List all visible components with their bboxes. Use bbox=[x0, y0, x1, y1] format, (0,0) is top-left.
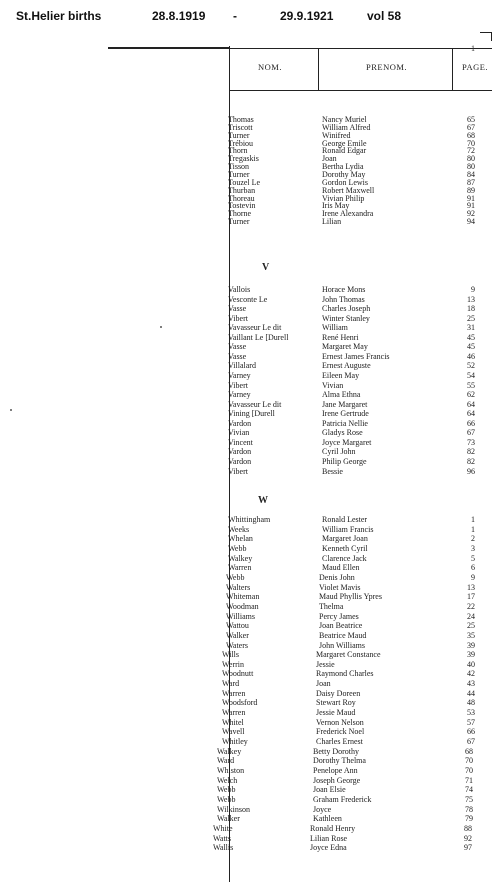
page-number-cell: 5 bbox=[471, 553, 475, 563]
column-header-page: PAGE. bbox=[462, 62, 489, 72]
page-number-cell: 70 bbox=[465, 765, 473, 775]
page-number-cell: 65 bbox=[467, 115, 475, 124]
page-number-cell: 9 bbox=[471, 285, 475, 294]
page-number-cell: 42 bbox=[467, 669, 475, 679]
given-names-cell: Clarence Jack bbox=[322, 553, 367, 563]
ledger-row bbox=[0, 352, 500, 361]
page-number-cell: 44 bbox=[467, 688, 475, 698]
surname-cell: Woodnutt bbox=[222, 669, 254, 679]
page-number-cell: 25 bbox=[467, 621, 475, 631]
given-names-cell: Eileen May bbox=[322, 370, 360, 380]
page-number-cell: 94 bbox=[467, 217, 475, 227]
page-number-cell: 62 bbox=[467, 390, 475, 400]
page-number-cell: 96 bbox=[467, 466, 475, 476]
top-right-bracket-tick bbox=[491, 32, 492, 41]
given-names-cell: Frederick Noel bbox=[316, 727, 365, 737]
surname-cell: Warren bbox=[228, 563, 252, 573]
surname-cell: Whiston bbox=[217, 765, 245, 775]
given-names-cell: William Francis bbox=[322, 524, 374, 534]
surname-cell: Vasse bbox=[228, 351, 247, 361]
ledger-row bbox=[0, 718, 500, 727]
register-title: St.Helier births bbox=[16, 9, 102, 23]
ledger-row bbox=[0, 795, 500, 804]
page-number-cell: 48 bbox=[467, 698, 475, 708]
end-date: 29.9.1921 bbox=[280, 9, 334, 23]
given-names-cell: George Emile bbox=[322, 138, 367, 148]
ledger-row bbox=[0, 679, 500, 688]
ledger-row bbox=[0, 323, 500, 332]
surname-cell: Woodsford bbox=[222, 698, 258, 708]
ledger-row bbox=[0, 342, 500, 351]
given-names-cell: Ronald Lester bbox=[322, 515, 368, 524]
given-names-cell: Graham Frederick bbox=[313, 794, 372, 804]
ledger-row bbox=[0, 756, 500, 765]
surname-cell: Williams bbox=[226, 611, 256, 621]
given-names-cell: Margaret Joan bbox=[322, 534, 368, 544]
given-names-cell: William Alfred bbox=[322, 122, 371, 132]
page-number-cell: 67 bbox=[467, 737, 475, 746]
given-names-cell: Ronald Edgar bbox=[322, 146, 367, 156]
page-number-cell: 74 bbox=[465, 785, 473, 795]
given-names-cell: Kathleen bbox=[313, 814, 342, 824]
page-number-cell: 45 bbox=[467, 342, 475, 352]
page-number-cell: 1 bbox=[471, 515, 475, 524]
page-number-cell: 64 bbox=[467, 409, 475, 419]
page-number-cell: 92 bbox=[467, 209, 475, 219]
given-names-cell: Winifred bbox=[322, 130, 351, 140]
page-number-cell: 82 bbox=[467, 447, 475, 457]
ledger-row bbox=[0, 314, 500, 323]
given-names-cell: Vivian Philip bbox=[322, 193, 365, 203]
given-names-cell: Winter Stanley bbox=[322, 313, 370, 323]
page-number-cell: 88 bbox=[464, 823, 472, 833]
surname-cell: Vavasseur Le dit bbox=[228, 399, 282, 409]
surname-cell: Whittingham bbox=[228, 515, 271, 524]
ledger-row bbox=[0, 554, 500, 563]
surname-cell: Webb bbox=[228, 544, 247, 553]
page-number-cell: 24 bbox=[467, 611, 475, 621]
page-number-cell: 2 bbox=[471, 534, 475, 544]
surname-cell: Wallis bbox=[213, 843, 234, 853]
given-names-cell: John Williams bbox=[319, 640, 365, 650]
page-number-cell: 57 bbox=[467, 717, 475, 727]
surname-cell: Webb bbox=[217, 794, 236, 804]
ledger-row bbox=[0, 689, 500, 698]
surname-cell: Wattou bbox=[226, 621, 249, 631]
given-names-cell: Kenneth Cyril bbox=[322, 544, 368, 553]
ledger-row bbox=[0, 641, 500, 650]
given-names-cell: Betty Dorothy bbox=[313, 746, 359, 756]
given-names-cell: Patricia Nellie bbox=[322, 418, 368, 428]
ledger-row bbox=[0, 583, 500, 592]
given-names-cell: Bertha Lydia bbox=[322, 162, 364, 172]
ledger-row bbox=[0, 333, 500, 342]
page-number-cell: 6 bbox=[471, 563, 475, 573]
surname-cell: Warren bbox=[222, 708, 246, 717]
ledger-row bbox=[0, 304, 500, 313]
given-names-cell: Raymond Charles bbox=[316, 669, 374, 679]
ledger-row bbox=[0, 805, 500, 814]
page-number-cell: 70 bbox=[465, 756, 473, 766]
given-names-cell: Percy James bbox=[319, 611, 359, 621]
surname-cell: Whitley bbox=[222, 737, 248, 746]
page-number-cell: 68 bbox=[467, 130, 475, 140]
page-number-cell: 68 bbox=[465, 746, 473, 756]
surname-cell: Vaillant Le [Durell bbox=[228, 332, 289, 342]
ledger-row bbox=[0, 390, 500, 399]
surname-cell: Vining [Durell bbox=[228, 409, 275, 419]
given-names-cell: Horace Mons bbox=[322, 285, 366, 294]
given-names-cell: Vivian bbox=[322, 380, 344, 390]
page-number-cell: 13 bbox=[467, 294, 475, 304]
given-names-cell: Daisy Doreen bbox=[316, 688, 361, 698]
page-number-cell: 17 bbox=[467, 592, 475, 602]
page-number-cell: 87 bbox=[467, 177, 475, 187]
ledger-row bbox=[0, 409, 500, 418]
page-number-cell: 67 bbox=[467, 122, 475, 132]
surname-cell: Whiteman bbox=[226, 592, 260, 602]
given-names-cell: Joan bbox=[316, 679, 331, 688]
given-names-cell: Dorothy Thelma bbox=[313, 756, 366, 766]
ledger-row bbox=[0, 776, 500, 785]
page-number-cell: 18 bbox=[467, 304, 475, 314]
surname-cell: Walker bbox=[226, 630, 249, 640]
page-number-cell: 53 bbox=[467, 708, 475, 717]
ledger-row bbox=[0, 698, 500, 707]
surname-cell: Vibert bbox=[228, 466, 248, 476]
given-names-cell: Joyce Margaret bbox=[322, 437, 372, 447]
given-names-cell: Charles Ernest bbox=[316, 737, 363, 746]
surname-cell: Walkey bbox=[228, 553, 253, 563]
surname-cell: Tostevin bbox=[228, 201, 256, 211]
surname-cell: Webb bbox=[217, 785, 236, 795]
surname-cell: Vasse bbox=[228, 342, 247, 352]
page-number-cell: 80 bbox=[467, 162, 475, 172]
surname-cell: Villalard bbox=[228, 361, 256, 371]
top-rule-left bbox=[108, 47, 230, 49]
ledger-row bbox=[0, 534, 500, 543]
surname-cell: Varney bbox=[228, 390, 251, 400]
page-number-cell: 43 bbox=[467, 679, 475, 688]
given-names-cell: Philip George bbox=[322, 456, 367, 466]
page-number-cell: 67 bbox=[467, 428, 475, 438]
ledger-row bbox=[0, 467, 500, 476]
ledger-row bbox=[0, 515, 500, 524]
ledger-row bbox=[0, 544, 500, 553]
page-number-cell: 75 bbox=[465, 794, 473, 804]
ledger-row bbox=[0, 285, 500, 294]
surname-cell: Weeks bbox=[228, 524, 250, 534]
surname-cell: Webb bbox=[226, 572, 245, 582]
ledger-row bbox=[0, 447, 500, 456]
ledger-row bbox=[0, 737, 500, 746]
page-number-cell: 45 bbox=[467, 332, 475, 342]
given-names-cell: Nancy Muriel bbox=[322, 115, 367, 124]
page-number-cell: 91 bbox=[467, 201, 475, 211]
surname-cell: Wills bbox=[222, 650, 240, 660]
given-names-cell: John Thomas bbox=[322, 294, 365, 304]
ledger-row bbox=[0, 727, 500, 736]
page-number-cell: 64 bbox=[467, 399, 475, 409]
page-number-cell: 35 bbox=[467, 630, 475, 640]
surname-cell: Vardon bbox=[228, 456, 252, 466]
given-names-cell: Jessie Maud bbox=[316, 708, 356, 717]
page-number-cell: 22 bbox=[467, 601, 475, 611]
surname-cell: Walters bbox=[226, 582, 251, 592]
given-names-cell: Violet Mavis bbox=[319, 582, 361, 592]
given-names-cell: Charles Joseph bbox=[322, 304, 371, 314]
surname-cell: Wilkinson bbox=[217, 804, 251, 814]
page-number-cell: 91 bbox=[467, 193, 475, 203]
ledger-row bbox=[0, 660, 500, 669]
given-names-cell: Joan bbox=[322, 154, 337, 164]
given-names-cell: Jessie bbox=[316, 659, 335, 669]
column-rule-prenom bbox=[452, 48, 453, 90]
given-names-cell: Margaret Constance bbox=[316, 650, 381, 660]
given-names-cell: Maud Ellen bbox=[322, 563, 360, 573]
page-number-cell: 82 bbox=[467, 456, 475, 466]
ledger-row bbox=[0, 295, 500, 304]
ledger-row bbox=[0, 381, 500, 390]
given-names-cell: Denis John bbox=[319, 572, 355, 582]
page-number-cell: 79 bbox=[465, 814, 473, 824]
page-number-cell: 9 bbox=[471, 572, 475, 582]
surname-cell: Vibert bbox=[228, 313, 248, 323]
ledger-row bbox=[0, 457, 500, 466]
header-rule bbox=[230, 90, 492, 91]
ledger-row bbox=[0, 834, 500, 843]
given-names-cell: Margaret May bbox=[322, 342, 368, 352]
ledger-row bbox=[0, 621, 500, 630]
page-number-cell: 72 bbox=[467, 146, 475, 156]
surname-cell: Waters bbox=[226, 640, 249, 650]
section-letter-v: V bbox=[262, 262, 270, 273]
given-names-cell: Ronald Henry bbox=[310, 823, 356, 833]
surname-cell: Vibert bbox=[228, 380, 248, 390]
surname-cell: Thurban bbox=[228, 185, 256, 195]
surname-cell: Thorn bbox=[228, 146, 248, 156]
surname-cell: Vivian bbox=[228, 428, 250, 438]
ledger-row bbox=[0, 785, 500, 794]
surname-cell: Wavell bbox=[222, 727, 245, 737]
surname-cell: Vardon bbox=[228, 447, 252, 457]
ledger-row bbox=[0, 573, 500, 582]
surname-cell: Vallois bbox=[228, 285, 251, 294]
given-names-cell: Bessie bbox=[322, 466, 343, 476]
page-number-cell: 66 bbox=[467, 727, 475, 737]
given-names-cell: Jane Margaret bbox=[322, 399, 368, 409]
ledger-row bbox=[0, 563, 500, 572]
column-header-nom: NOM. bbox=[258, 62, 282, 72]
given-names-cell: Robert Maxwell bbox=[322, 185, 375, 195]
surname-cell: Vavasseur Le dit bbox=[228, 323, 282, 333]
surname-cell: Welch bbox=[217, 775, 238, 785]
given-names-cell: Joan Beatrice bbox=[319, 621, 363, 631]
ledger-row bbox=[0, 361, 500, 370]
page-number-cell: 78 bbox=[465, 804, 473, 814]
page-number-cell: 39 bbox=[467, 640, 475, 650]
surname-cell: Walkey bbox=[217, 746, 242, 756]
column-rule-nom bbox=[318, 48, 319, 90]
given-names-cell: Alma Ethna bbox=[322, 390, 361, 400]
page-number-cell: 13 bbox=[467, 582, 475, 592]
ledger-row bbox=[0, 747, 500, 756]
start-date: 28.8.1919 bbox=[152, 9, 206, 23]
given-names-cell: Joan Elsie bbox=[313, 785, 346, 795]
page-number-cell: 46 bbox=[467, 351, 475, 361]
surname-cell: Whelan bbox=[228, 534, 253, 544]
section-letter-w: W bbox=[258, 495, 268, 506]
column-header-prenom: PRENOM. bbox=[366, 62, 408, 72]
given-names-cell: Beatrice Maud bbox=[319, 630, 367, 640]
page-number-cell: 66 bbox=[467, 418, 475, 428]
page-number-cell: 54 bbox=[467, 370, 475, 380]
given-names-cell: Gordon Lewis bbox=[322, 177, 368, 187]
surname-cell: Vesconte Le bbox=[228, 294, 268, 304]
given-names-cell: Gladys Rose bbox=[322, 428, 363, 438]
surname-cell: Varney bbox=[228, 370, 251, 380]
ledger-row bbox=[0, 766, 500, 775]
page-number-cell: 97 bbox=[464, 843, 472, 853]
given-names-cell: Joseph George bbox=[313, 775, 361, 785]
surname-cell: Watts bbox=[213, 833, 232, 843]
page-number-cell: 73 bbox=[467, 437, 475, 447]
volume-label: vol 58 bbox=[367, 9, 402, 23]
surname-cell: White bbox=[213, 823, 233, 833]
page-number-cell: 3 bbox=[471, 544, 475, 553]
page-number-cell: 39 bbox=[467, 650, 475, 660]
given-names-cell: Joyce Edna bbox=[310, 843, 347, 853]
given-names-cell: Maud Phyllis Ypres bbox=[319, 592, 382, 602]
page-number-cell: 31 bbox=[467, 323, 475, 333]
given-names-cell: Dorothy May bbox=[322, 169, 366, 179]
ledger-row bbox=[0, 371, 500, 380]
given-names-cell: René Henri bbox=[322, 332, 359, 342]
ledger-row bbox=[0, 631, 500, 640]
surname-cell: Warren bbox=[222, 688, 246, 698]
surname-cell: Ward bbox=[217, 756, 235, 766]
given-names-cell: Iris May bbox=[322, 201, 350, 211]
page-number-cell: 55 bbox=[467, 380, 475, 390]
given-names-cell: Cyril John bbox=[322, 447, 356, 457]
ledger-row bbox=[0, 650, 500, 659]
given-names-cell: Penelope Ann bbox=[313, 765, 358, 775]
surname-cell: Vincent bbox=[228, 437, 253, 447]
surname-cell: Walker bbox=[217, 814, 240, 824]
given-names-cell: Ernest James Francis bbox=[322, 351, 390, 361]
ledger-row bbox=[0, 217, 500, 226]
ledger-row bbox=[0, 400, 500, 409]
given-names-cell: William bbox=[322, 323, 348, 333]
surname-cell: Vasse bbox=[228, 304, 247, 314]
surname-cell: Thomas bbox=[228, 115, 254, 124]
surname-cell: Tisson bbox=[228, 162, 250, 172]
ledger-row bbox=[0, 612, 500, 621]
surname-cell: Thoreau bbox=[228, 193, 255, 203]
given-names-cell: Lilian Rose bbox=[310, 833, 348, 843]
surname-cell: Touzel Le bbox=[228, 177, 261, 187]
given-names-cell: Irene Alexandra bbox=[322, 209, 374, 219]
given-names-cell: Thelma bbox=[319, 601, 344, 611]
surname-cell: Turner bbox=[228, 169, 250, 179]
surname-cell: Whitel bbox=[222, 717, 244, 727]
ledger-row bbox=[0, 669, 500, 678]
page-number-cell: 84 bbox=[467, 169, 475, 179]
surname-cell: Woodman bbox=[226, 601, 259, 611]
page-number-cell: 25 bbox=[467, 313, 475, 323]
surname-cell: Ward bbox=[222, 679, 240, 688]
ledger-row bbox=[0, 438, 500, 447]
page-number-cell: 92 bbox=[464, 833, 472, 843]
given-names-cell: Vernon Nelson bbox=[316, 717, 364, 727]
given-names-cell: Joyce bbox=[313, 804, 332, 814]
surname-cell: Turner bbox=[228, 217, 250, 227]
page-number-cell: 52 bbox=[467, 361, 475, 371]
sheet-marker: 1 bbox=[471, 44, 475, 53]
ledger-row bbox=[0, 824, 500, 833]
ledger-row bbox=[0, 428, 500, 437]
page-number-cell: 1 bbox=[471, 524, 475, 534]
surname-cell: Tregaskis bbox=[228, 154, 259, 164]
page-number-cell: 70 bbox=[467, 138, 475, 148]
page-header bbox=[0, 0, 500, 30]
ledger-row bbox=[0, 843, 500, 852]
page-number-cell: 80 bbox=[467, 154, 475, 164]
surname-cell: Thorne bbox=[228, 209, 252, 219]
ledger-row bbox=[0, 814, 500, 823]
given-names-cell: Stewart Roy bbox=[316, 698, 356, 708]
ledger-row bbox=[0, 419, 500, 428]
page-number-cell: 89 bbox=[467, 185, 475, 195]
ledger-row bbox=[0, 592, 500, 601]
given-names-cell: Irene Gertrude bbox=[322, 409, 369, 419]
page-number-cell: 71 bbox=[465, 775, 473, 785]
given-names-cell: Ernest Auguste bbox=[322, 361, 371, 371]
surname-cell: Vardon bbox=[228, 418, 252, 428]
ledger-row bbox=[0, 525, 500, 534]
ledger-row bbox=[0, 602, 500, 611]
surname-cell: Werrin bbox=[222, 659, 245, 669]
page-number-cell: 40 bbox=[467, 659, 475, 669]
surname-cell: Turner bbox=[228, 130, 250, 140]
given-names-cell: Lilian bbox=[322, 217, 342, 227]
date-range-dash: - bbox=[233, 9, 237, 23]
ledger-row bbox=[0, 708, 500, 717]
surname-cell: Trébiou bbox=[228, 138, 254, 148]
surname-cell: Triscott bbox=[228, 122, 253, 132]
